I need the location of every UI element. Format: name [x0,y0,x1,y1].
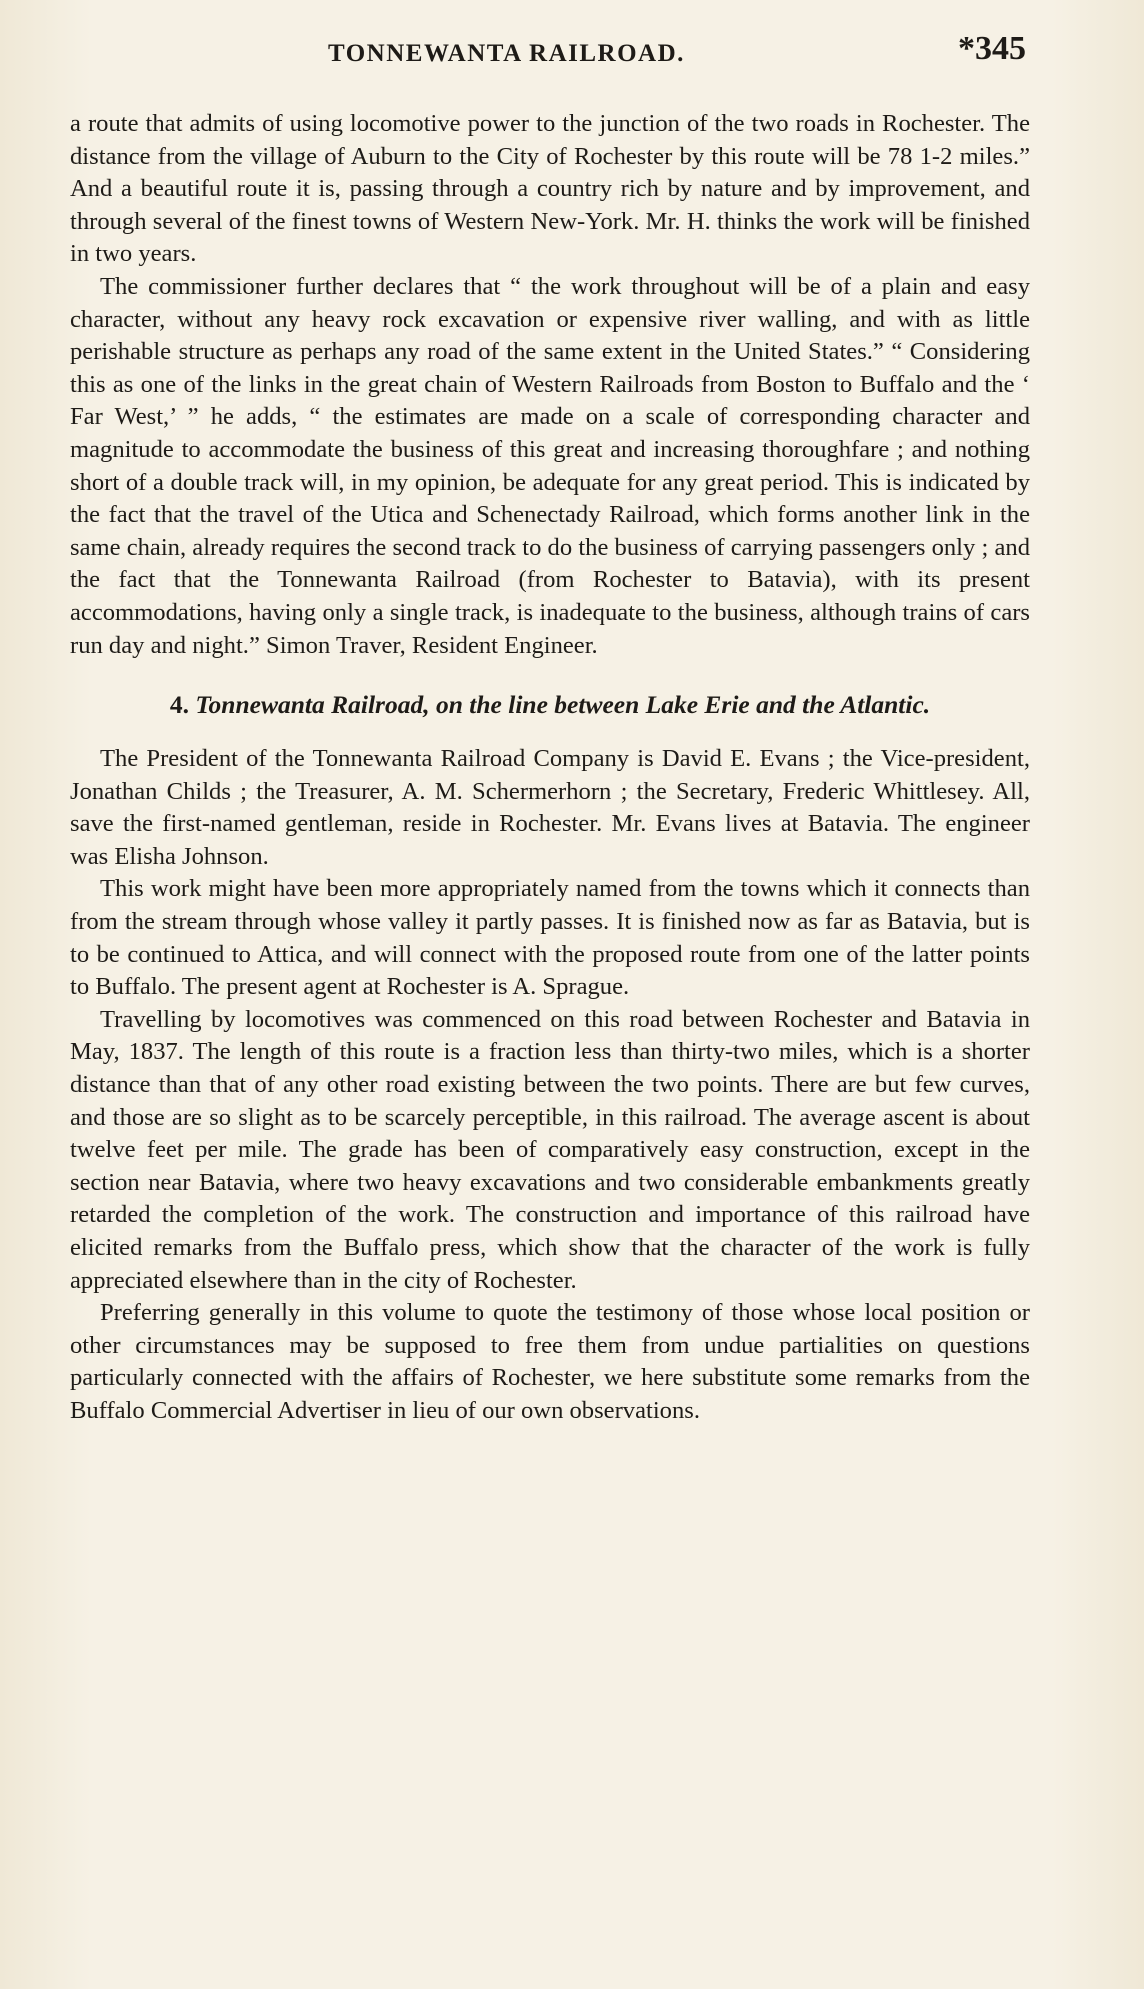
paragraph-preferring: Preferring generally in this volume to quote the testimony of those whose local position or other circumstances may be supposed to free them from undue partialities on questions particularly connected with the affairs of Rochester, we here substitute some remarks from the Buffalo Commercial Advertiser in lieu of our own observations. [70,1299,1030,1424]
body-text [70,108,1030,1428]
paragraph-officers: The President of the Tonnewanta Railroad Company is David E. Evans ; the Vice-president, Jonathan Childs ; the Treasurer, A. M. Schermerhorn ; the Secretary, Frederic Whittlesey. All, save the first-named gentleman, reside in Rochester. Mr. Evans lives at Batavia. The engineer was Elisha Johnson. [70,745,1030,870]
section-number: 4. [169,690,189,720]
section-heading [70,688,1030,721]
paragraph-travelling: Travelling by locomotives was commenced on this road between Rochester and Batavia in May, 1837. The length of this route is a fraction less than thirty-two miles, which is a shorter distance than that of any other road existing between the two points. There are but few curves, and those are so slight as to be scarcely perceptible, in this railroad. The average ascent is about twelve feet per mile. The grade has been of comparatively easy construction, except in the section near Batavia, where two heavy excavations and two considerable embankments greatly retarded the completion of the work. The construction and importance of this railroad have elicited remarks from the Buffalo press, which show that the character of the work is fully appreciated elsewhere than in the city of Rochester. [70,1005,1030,1294]
section-title: Tonnewanta Railroad, on the line between Lake Erie and the Atlantic. [195,690,931,720]
paragraph-route: This work might have been more appropriately named from the towns which it connects than from the stream through whose valley it partly passes. It is finished now as far as Batavia, but is to be continued to Attica, and will connect with the proposed route from one of the latter points to Buffalo. The present agent at Rochester is A. Sprague. [70,875,1030,1001]
paragraph-commissioner: The commissioner further declares that “ the work throughout will be of a plain and easy character, without any heavy rock excavation or expensive river walling, and with as little perishable structure as perhaps any road of the same extent in the United States.” “ Considering this as one of the links in the great chain of Western Railroads from Boston to Buffalo and the ‘ Far West,’ ” he adds, “ the estimates are made on a scale of corresponding character and magnitude to accommodate the business of this great and increasing thoroughfare ; and nothing short of a double track will, in my opinion, be adequate for any great period. This is indicated by the fact that the travel of the Utica and Schenectady Railroad, which forms another link in the same chain, already requires the second track to do the business of carrying passengers only ; and the fact that the Tonnewanta Railroad (from Rochester to Batavia), with its present accommodations, having only a single track, is inadequate to the business, although trains of cars run day and night.” Simon Traver, Resident Engineer. [70,272,1030,659]
running-head: TONNEWANTA RAILROAD. [328,40,685,67]
page-number: *345 [958,30,1026,67]
page-header [70,30,1030,80]
paragraph-continued: a route that admits of using locomotive power to the junction of the two roads in Rochester. The distance from the village of Auburn to the City of Rochester by this route will be 78 1-2 miles.” And a beautiful route it is, passing through a country rich by nature and by improvement, and through several of the finest towns of Western New-York. Mr. H. thinks the work will be finished in two years. [70,110,1030,268]
